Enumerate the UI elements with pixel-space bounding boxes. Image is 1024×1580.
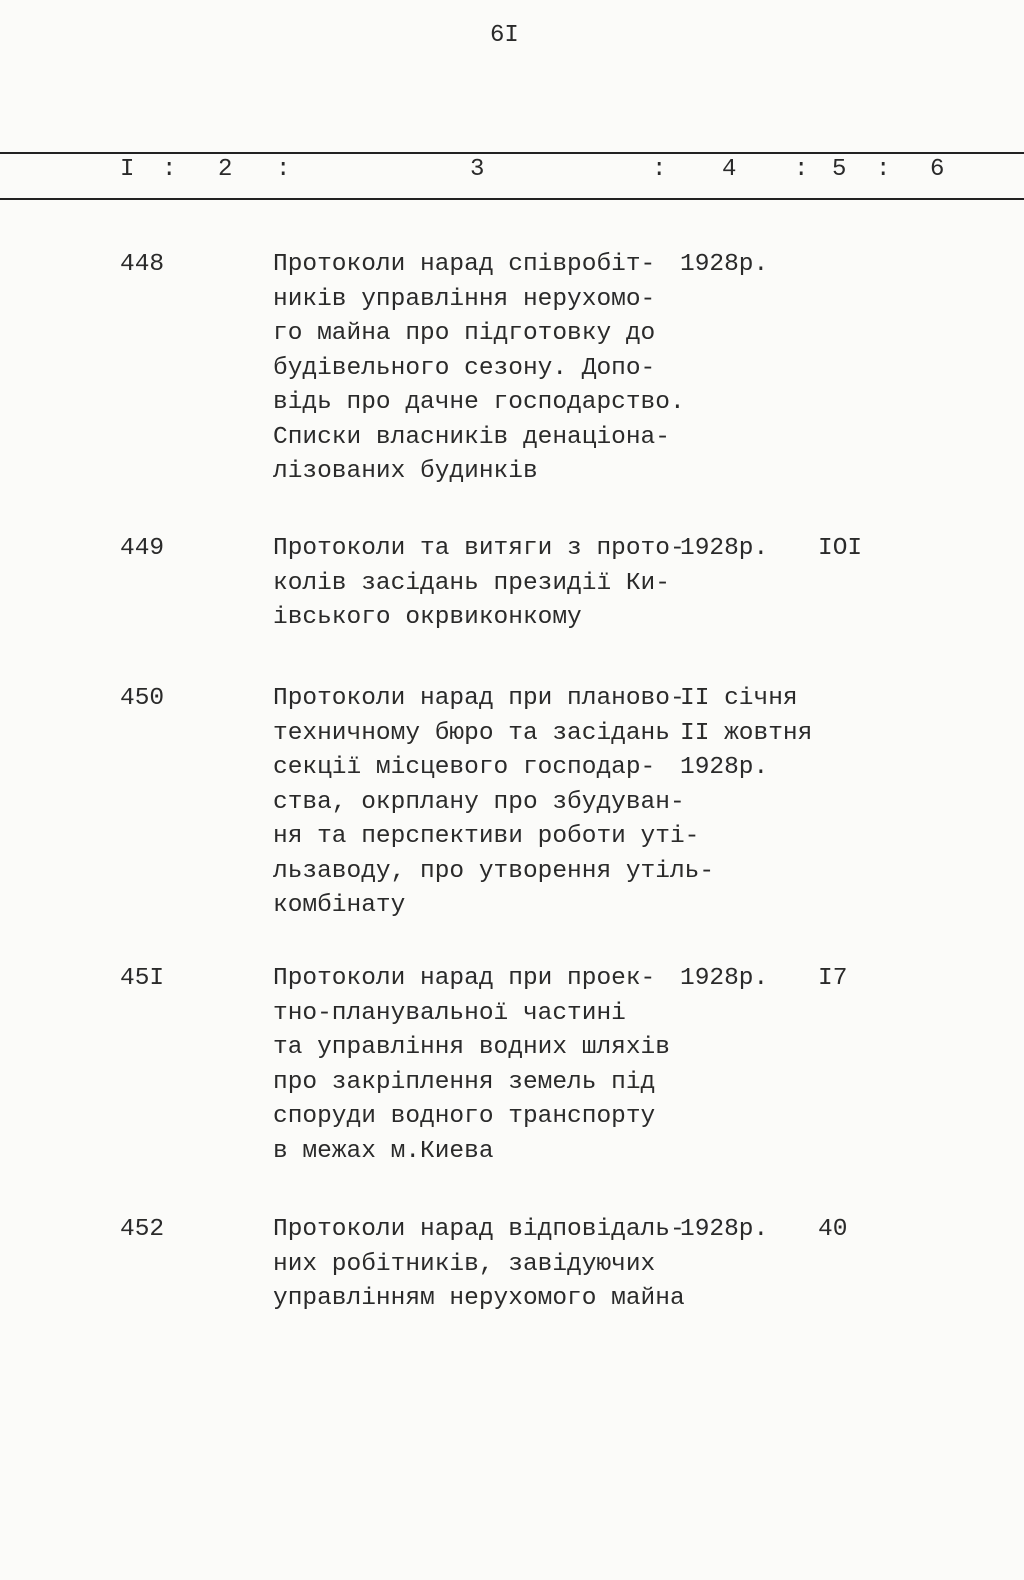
entry-description [273, 1213, 685, 1317]
description-line: івського окрвиконкому [273, 604, 582, 631]
description-line: секції місцевого господар- [273, 754, 656, 781]
description-line: тно-планувальної частині [273, 999, 626, 1027]
description-line: управлінням нерухомого майна [273, 1285, 685, 1312]
entry-description [273, 532, 685, 636]
date-line: 1928р. [680, 965, 769, 992]
description-line: та управління водних шляхів [273, 1034, 670, 1061]
description-line: го майна про підготовку до [273, 320, 656, 347]
description-line: будівельного сезону. Допо- [273, 354, 656, 382]
entry-description [273, 682, 714, 924]
description-line: них робітників, завідуючих [273, 1250, 656, 1278]
description-line: про закріплення земель під [273, 1068, 656, 1096]
entry-page-count: 40 [818, 1216, 848, 1243]
col-header-1: I [120, 156, 135, 183]
col-separator: : [162, 156, 177, 183]
description-line: відь про дачне господарство. [273, 389, 685, 416]
description-line: комбінату [273, 892, 406, 919]
entry-description [273, 248, 685, 490]
page-number: 6I [490, 22, 519, 49]
entry-number: 448 [120, 251, 165, 278]
description-line: в межах м.Киева [273, 1137, 494, 1165]
col-header-5: 5 [832, 156, 847, 183]
description-line: Протоколи нарад при планово- [273, 685, 685, 712]
entry-description [273, 962, 670, 1169]
col-separator: : [794, 156, 809, 183]
description-line: техничному бюро та засідань [273, 719, 670, 747]
date-line: II жовтня [680, 719, 813, 747]
col-header-4: 4 [722, 156, 737, 183]
col-separator: : [652, 156, 667, 183]
col-header-2: 2 [218, 156, 233, 183]
col-separator: : [876, 156, 891, 183]
description-line: Протоколи та витяги з прото- [273, 535, 685, 562]
col-header-3: 3 [470, 156, 485, 183]
description-line: льзаводу, про утворення утіль- [273, 857, 715, 885]
entry-date [680, 962, 768, 997]
col-header-6: 6 [930, 156, 945, 183]
description-line: ства, окрплану про збудуван- [273, 788, 685, 816]
description-line: споруди водного транспорту [273, 1103, 656, 1130]
date-line: 1928р. [680, 251, 769, 278]
description-line: лізованих будинків [273, 458, 538, 485]
entry-number: 452 [120, 1216, 165, 1243]
date-line: 1928р. [680, 535, 769, 562]
entry-page-count: I7 [818, 965, 848, 992]
description-line: Протоколи нарад відповідаль- [273, 1216, 685, 1243]
header-bottom-rule [0, 198, 1024, 200]
entry-date [680, 248, 768, 283]
entry-number: 449 [120, 535, 165, 562]
entry-date [680, 532, 768, 567]
entry-date [680, 682, 812, 786]
entry-number: 450 [120, 685, 165, 712]
date-line: II січня [680, 685, 798, 712]
entry-page-count: IOI [818, 535, 863, 562]
col-separator: : [276, 156, 291, 183]
description-line: ників управління нерухомо- [273, 285, 656, 313]
entry-date [680, 1213, 768, 1248]
description-line: Списки власників денаціона- [273, 423, 670, 451]
header-top-rule [0, 152, 1024, 154]
date-line: 1928р. [680, 1216, 769, 1243]
date-line: 1928р. [680, 754, 769, 781]
entry-number: 45I [120, 965, 165, 992]
description-line: ня та перспективи роботи уті- [273, 823, 700, 850]
description-line: колів засідань президії Ки- [273, 569, 670, 597]
description-line: Протоколи нарад співробіт- [273, 251, 656, 278]
description-line: Протоколи нарад при проек- [273, 965, 656, 992]
